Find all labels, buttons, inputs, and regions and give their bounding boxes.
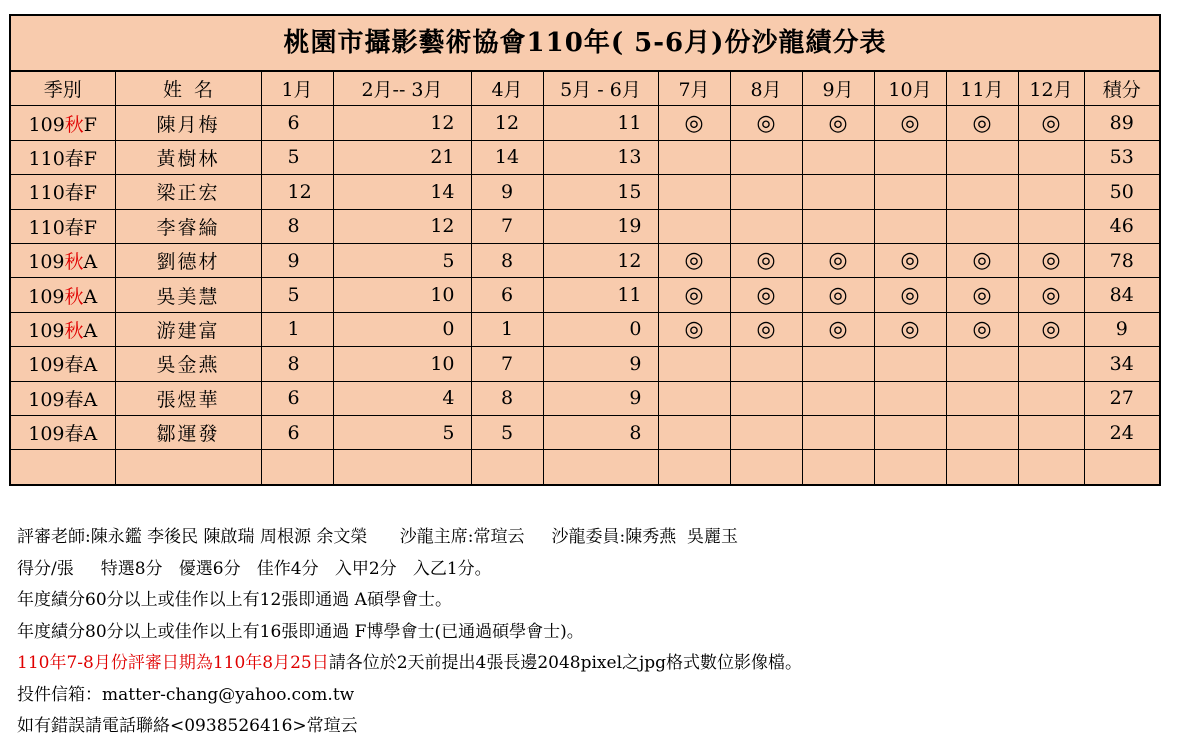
mark-jul <box>658 175 730 209</box>
season-term: 春 <box>64 216 84 239</box>
mark-dec: ◎ <box>1018 106 1084 140</box>
season-year: 109 <box>28 319 65 342</box>
member-name: 吳美慧 <box>115 278 261 312</box>
score-jan: 6 <box>261 381 333 415</box>
member-name: 陳月梅 <box>115 106 261 140</box>
score-apr <box>471 450 543 484</box>
header-total: 積分 <box>1084 72 1159 106</box>
score-may-jun: 11 <box>543 278 658 312</box>
mark-dec <box>1018 415 1084 449</box>
season-term: 春 <box>64 182 84 205</box>
mark-sep: ◎ <box>802 106 874 140</box>
mark-nov <box>946 415 1018 449</box>
mark-oct <box>874 450 946 484</box>
contact-line: 如有錯誤請電話聯絡<0938526416>常瑄云 <box>17 716 358 736</box>
season-class: A <box>83 423 98 446</box>
score-jan: 5 <box>261 140 333 174</box>
season-year: 110 <box>28 216 65 239</box>
score-jan: 12 <box>261 175 333 209</box>
mark-dec: ◎ <box>1018 278 1084 312</box>
score-apr: 8 <box>471 381 543 415</box>
score-sheet <box>9 14 1161 486</box>
score-total: 9 <box>1084 312 1159 346</box>
table-row <box>11 278 1159 312</box>
mark-aug <box>730 381 802 415</box>
rule-f-line: 年度績分80分以上或佳作以上有16張即通過 F博學會士(已通過碩學會士)。 <box>17 621 584 642</box>
mark-aug <box>730 415 802 449</box>
season-year: 109 <box>28 423 65 446</box>
season-cell <box>11 175 115 209</box>
mark-jul <box>658 140 730 174</box>
score-jan: 1 <box>261 312 333 346</box>
score-feb-mar: 12 <box>333 209 471 243</box>
score-jan: 5 <box>261 278 333 312</box>
mark-jul <box>658 415 730 449</box>
mark-nov <box>946 209 1018 243</box>
score-feb-mar: 4 <box>333 381 471 415</box>
score-may-jun <box>543 450 658 484</box>
table-row <box>11 415 1159 449</box>
score-feb-mar: 5 <box>333 415 471 449</box>
season-term: 秋 <box>64 319 84 342</box>
header-may-jun: 5月 - 6月 <box>543 72 658 106</box>
mark-jul: ◎ <box>658 243 730 277</box>
mark-aug <box>730 175 802 209</box>
season-cell <box>11 209 115 243</box>
season-term: 秋 <box>64 251 84 274</box>
mark-oct <box>874 140 946 174</box>
mark-sep <box>802 381 874 415</box>
mark-sep: ◎ <box>802 278 874 312</box>
mark-jul: ◎ <box>658 106 730 140</box>
mark-oct: ◎ <box>874 106 946 140</box>
season-year: 109 <box>28 285 65 308</box>
mark-aug <box>730 347 802 381</box>
table-row <box>11 381 1159 415</box>
score-total: 89 <box>1084 106 1159 140</box>
mark-dec <box>1018 209 1084 243</box>
score-apr: 14 <box>471 140 543 174</box>
season-year: 110 <box>28 182 65 205</box>
score-may-jun: 9 <box>543 381 658 415</box>
mark-aug <box>730 450 802 484</box>
score-apr: 7 <box>471 347 543 381</box>
member-name: 劉德材 <box>115 243 261 277</box>
season-cell <box>11 381 115 415</box>
header-apr: 4月 <box>471 72 543 106</box>
score-may-jun: 11 <box>543 106 658 140</box>
mark-aug: ◎ <box>730 243 802 277</box>
mark-sep <box>802 175 874 209</box>
table-row <box>11 106 1159 140</box>
mark-oct: ◎ <box>874 312 946 346</box>
mark-nov: ◎ <box>946 106 1018 140</box>
header-jul: 7月 <box>658 72 730 106</box>
mark-dec <box>1018 175 1084 209</box>
season-class: A <box>83 388 98 411</box>
member-name: 李睿綸 <box>115 209 261 243</box>
score-may-jun: 15 <box>543 175 658 209</box>
season-class: F <box>83 216 97 239</box>
season-class: F <box>83 113 97 136</box>
mark-oct <box>874 209 946 243</box>
season-term: 秋 <box>64 113 84 136</box>
table-row <box>11 347 1159 381</box>
mark-aug <box>730 209 802 243</box>
season-cell <box>11 415 115 449</box>
mark-oct: ◎ <box>874 243 946 277</box>
mark-dec <box>1018 140 1084 174</box>
deadline-line <box>17 648 1167 680</box>
score-may-jun: 8 <box>543 415 658 449</box>
member-name: 吳金燕 <box>115 347 261 381</box>
score-apr: 5 <box>471 415 543 449</box>
score-may-jun: 13 <box>543 140 658 174</box>
season-term: 春 <box>64 423 84 446</box>
mark-sep <box>802 347 874 381</box>
mark-aug: ◎ <box>730 312 802 346</box>
season-class: A <box>83 319 98 342</box>
table-row <box>11 209 1159 243</box>
mark-sep: ◎ <box>802 243 874 277</box>
season-class: F <box>83 147 97 170</box>
score-may-jun: 9 <box>543 347 658 381</box>
season-term: 春 <box>64 354 84 377</box>
score-jan: 8 <box>261 347 333 381</box>
mark-oct: ◎ <box>874 278 946 312</box>
mark-dec: ◎ <box>1018 243 1084 277</box>
notes-section <box>17 522 1167 743</box>
mark-jul: ◎ <box>658 312 730 346</box>
header-aug: 8月 <box>730 72 802 106</box>
score-jan <box>261 450 333 484</box>
season-term: 春 <box>64 388 84 411</box>
season-cell <box>11 450 115 484</box>
table-row <box>11 175 1159 209</box>
rule-a-line: 年度績分60分以上或佳作以上有12張即通過 A碩學會士。 <box>17 590 452 610</box>
score-total: 84 <box>1084 278 1159 312</box>
mark-dec <box>1018 450 1084 484</box>
member-name: 梁正宏 <box>115 175 261 209</box>
member-name: 游建富 <box>115 312 261 346</box>
score-feb-mar: 5 <box>333 243 471 277</box>
table-row <box>11 140 1159 174</box>
mark-sep <box>802 140 874 174</box>
header-jan: 1月 <box>261 72 333 106</box>
score-apr: 8 <box>471 243 543 277</box>
mark-nov <box>946 450 1018 484</box>
mark-aug: ◎ <box>730 278 802 312</box>
email-line: 投件信箱：matter-chang@yahoo.com.tw <box>17 684 355 705</box>
score-table <box>11 72 1159 484</box>
score-total: 50 <box>1084 175 1159 209</box>
mark-oct <box>874 381 946 415</box>
header-oct: 10月 <box>874 72 946 106</box>
score-feb-mar <box>333 450 471 484</box>
season-class: A <box>83 285 98 308</box>
mark-jul <box>658 209 730 243</box>
mark-dec <box>1018 347 1084 381</box>
score-total: 34 <box>1084 347 1159 381</box>
mark-jul <box>658 381 730 415</box>
score-feb-mar: 0 <box>333 312 471 346</box>
score-feb-mar: 12 <box>333 106 471 140</box>
score-rows <box>11 106 1159 484</box>
mark-jul <box>658 347 730 381</box>
mark-nov: ◎ <box>946 243 1018 277</box>
table-row <box>11 243 1159 277</box>
header-season: 季別 <box>11 72 115 106</box>
member-name: 張煜華 <box>115 381 261 415</box>
mark-nov <box>946 347 1018 381</box>
mark-jul: ◎ <box>658 278 730 312</box>
season-cell <box>11 312 115 346</box>
season-cell <box>11 106 115 140</box>
score-apr: 6 <box>471 278 543 312</box>
score-apr: 7 <box>471 209 543 243</box>
member-name: 鄒運發 <box>115 415 261 449</box>
season-year: 109 <box>28 251 65 274</box>
header-row <box>11 72 1159 106</box>
score-may-jun: 0 <box>543 312 658 346</box>
score-total: 78 <box>1084 243 1159 277</box>
score-total: 27 <box>1084 381 1159 415</box>
season-cell <box>11 347 115 381</box>
score-feb-mar: 14 <box>333 175 471 209</box>
mark-oct <box>874 415 946 449</box>
deadline-date-text: 110年7-8月份評審日期為110年8月25日 <box>17 653 329 673</box>
score-apr: 1 <box>471 312 543 346</box>
season-class: F <box>83 182 97 205</box>
scoring-line: 得分/張 特選8分 優選6分 佳作4分 入甲2分 入乙1分。 <box>17 558 492 579</box>
score-apr: 9 <box>471 175 543 209</box>
mark-dec: ◎ <box>1018 312 1084 346</box>
mark-nov <box>946 140 1018 174</box>
mark-sep <box>802 209 874 243</box>
mark-nov: ◎ <box>946 312 1018 346</box>
season-term: 秋 <box>64 285 84 308</box>
season-year: 109 <box>28 354 65 377</box>
season-class: A <box>83 354 98 377</box>
score-jan: 9 <box>261 243 333 277</box>
score-total: 46 <box>1084 209 1159 243</box>
member-name: 黃樹林 <box>115 140 261 174</box>
score-total: 53 <box>1084 140 1159 174</box>
season-year: 109 <box>28 388 65 411</box>
score-jan: 6 <box>261 415 333 449</box>
mark-aug: ◎ <box>730 106 802 140</box>
mark-dec <box>1018 381 1084 415</box>
mark-oct <box>874 175 946 209</box>
score-may-jun: 19 <box>543 209 658 243</box>
mark-jul <box>658 450 730 484</box>
header-dec: 12月 <box>1018 72 1084 106</box>
score-may-jun: 12 <box>543 243 658 277</box>
score-jan: 8 <box>261 209 333 243</box>
season-year: 109 <box>28 113 65 136</box>
header-name: 姓 名 <box>115 72 261 106</box>
score-jan: 6 <box>261 106 333 140</box>
score-feb-mar: 10 <box>333 347 471 381</box>
mark-sep: ◎ <box>802 312 874 346</box>
score-feb-mar: 10 <box>333 278 471 312</box>
mark-sep <box>802 415 874 449</box>
mark-nov <box>946 381 1018 415</box>
mark-nov <box>946 175 1018 209</box>
sheet-title: 桃園市攝影藝術協會110年( 5-6月)份沙龍績分表 <box>11 16 1159 72</box>
season-class: A <box>83 251 98 274</box>
judges-line: 評審老師:陳永鑑 李後民 陳啟瑞 周根源 余文榮 沙龍主席:常瑄云 沙龍委員:陳秀燕 吳麗玉 <box>17 527 739 547</box>
deadline-instruction-text: 請各位於2天前提出4張長邊2048pixel之jpg格式數位影像檔。 <box>328 653 803 673</box>
season-cell <box>11 140 115 174</box>
mark-oct <box>874 347 946 381</box>
score-feb-mar: 21 <box>333 140 471 174</box>
season-cell <box>11 278 115 312</box>
score-total: 24 <box>1084 415 1159 449</box>
header-nov: 11月 <box>946 72 1018 106</box>
score-apr: 12 <box>471 106 543 140</box>
score-total <box>1084 450 1159 484</box>
header-sep: 9月 <box>802 72 874 106</box>
mark-nov: ◎ <box>946 278 1018 312</box>
mark-sep <box>802 450 874 484</box>
member-name <box>115 450 261 484</box>
season-year: 110 <box>28 147 65 170</box>
season-term: 春 <box>64 147 84 170</box>
season-cell <box>11 243 115 277</box>
table-row <box>11 312 1159 346</box>
header-feb-mar: 2月-- 3月 <box>333 72 471 106</box>
table-row <box>11 450 1159 484</box>
mark-aug <box>730 140 802 174</box>
